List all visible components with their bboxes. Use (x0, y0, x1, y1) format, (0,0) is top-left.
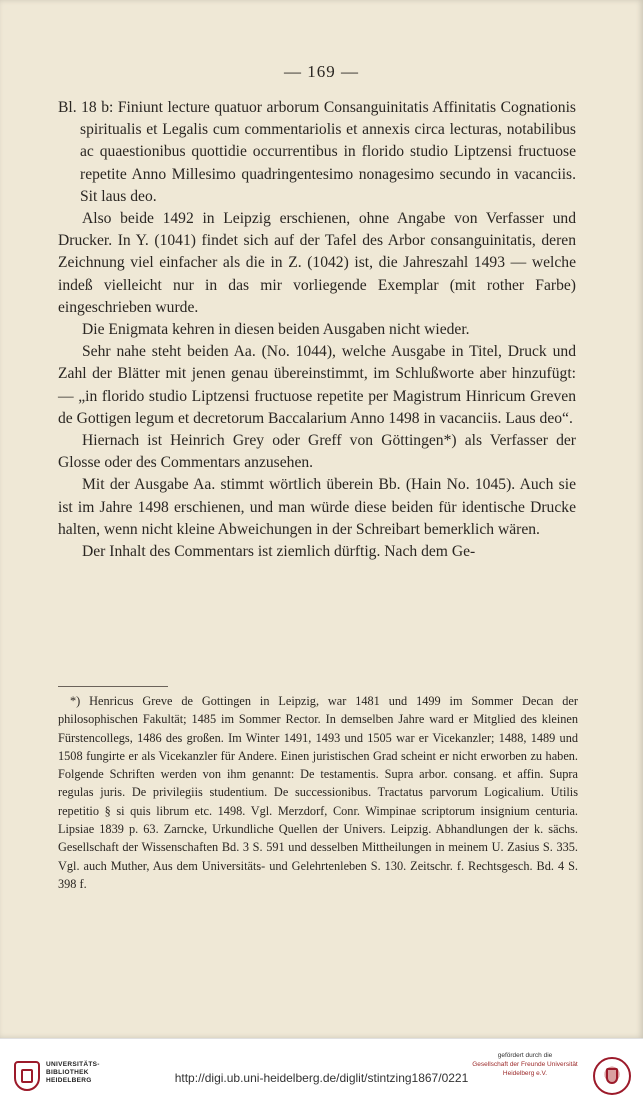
paragraph-aa-edition: Sehr nahe steht beiden Aa. (No. 1044), welche Ausgabe in Titel, Druck und Zahl der Blätter mit jenen genau übereinstimmt, im Schlußworte aber hinzufügt: — „in florido studio Liptzensi fructuose repetite per Magistrum Hinricum Greven de Gottigen legum et decretorum Baccalarium Anno 1498 in vacanciis. Laus deo“. (58, 343, 576, 427)
main-text (58, 97, 576, 563)
permalink-url[interactable]: http://digi.ub.uni-heidelberg.de/diglit/stintzing1867/0221 (174, 1071, 469, 1085)
page-number: — 169 — (284, 62, 359, 81)
funded-by-label: gefördert durch die (497, 1052, 553, 1059)
sponsor-block (465, 1051, 585, 1078)
paragraph-colophon: Bl. 18 b: Finiunt lecture quatuor arborum Consanguinitatis Affinitatis Cognationis spiritualis et Legalis cum commentariolis et annexis circa lecturas, notabilibus ac quaestionibus quottidie occurrentibus in florido studio Liptzensi fructuose repetite Anno Millesimo quadringentesimo nonagesimo secundo in vacanciis. Sit laus deo. (58, 99, 576, 205)
paragraph-content: Der Inhalt des Commentars ist ziemlich dürftig. Nach dem Ge- (82, 543, 476, 561)
paragraph-enigmata: Die Enigmata kehren in diesen beiden Ausgaben nicht wieder. (82, 321, 470, 339)
paragraph-editions: Also beide 1492 in Leipzig erschienen, ohne Angabe von Verfasser und Drucker. In Y. (1041) findet sich auf der Tafel des Arbor consanguinitatis, deren Zeichnung viel einfacher als die in Z. (1042) ist, die Jahreszahl 1493 — welche indeß vielleicht nur in das mir vorliegende Exemplar (mit rother Farbe) eingeschrieben wurde. (58, 210, 576, 316)
footnote (58, 692, 578, 893)
digitization-footer (0, 1038, 643, 1102)
paragraph-author: Hiernach ist Heinrich Grey oder Greff von Göttingen*) als Verfasser der Glosse oder des Commentars anzusehen. (58, 432, 576, 472)
footnote-divider (58, 686, 168, 687)
paragraph-bb-edition: Mit der Ausgabe Aa. stimmt wörtlich überein Bb. (Hain No. 1045). Auch sie ist im Jahre 1498 erschienen, und man würde diese beiden für identische Drucke halten, wenn nicht kleine Abweichungen in der Schreibart bemerklich wären. (58, 476, 576, 538)
sponsor-name: Gesellschaft der Freunde Universität Heidelberg e.V. (472, 1061, 578, 1077)
university-crest-icon (593, 1057, 631, 1095)
footnote-text: *) Henricus Greve de Gottingen in Leipzig, war 1481 und 1499 im Sommer Decan der philosophischen Fakultät; 1485 im Sommer Rector. In demselben Jahre ward er Mitglied des kleinen Fürstencollegs, 1486 des großen. Im Winter 1491, 1493 und 1505 war er Vicekanzler; 1488, 1489 und 1508 fungirte er als Vicekanzler für Andere. Einen juristischen Grad scheint er nicht erworben zu haben. Folgende Schriften werden von ihm genannt: De testamentis. Supra arbor. consang. et affin. Supra regulas juris. De privilegiis studentium. De successionibus. Tractatus parvorum Logicalium. Utilis repetitio § si quis librum etc. 1498. Vgl. Merzdorf, Conr. Wimpinae scriptorum insignium centuria. Lipsiae 1839 p. 63. Zarncke, Urkundliche Quellen der Univers. Leipzig. Abhandlungen der k. sächs. Gesellschaft der Wissenschaften Bd. 3 S. 591 und desselben Mittheilungen in meinem U. Zasius S. 335. Vgl. auch Muther, Aus dem Universitäts- und Gelehrtenleben S. 130. Zeitschr. f. Rechtsgesch. Bd. 4 S. 398 f. (58, 694, 578, 891)
library-name: UNIVERSITÄTS- BIBLIOTHEK HEIDELBERG (46, 1061, 100, 1084)
